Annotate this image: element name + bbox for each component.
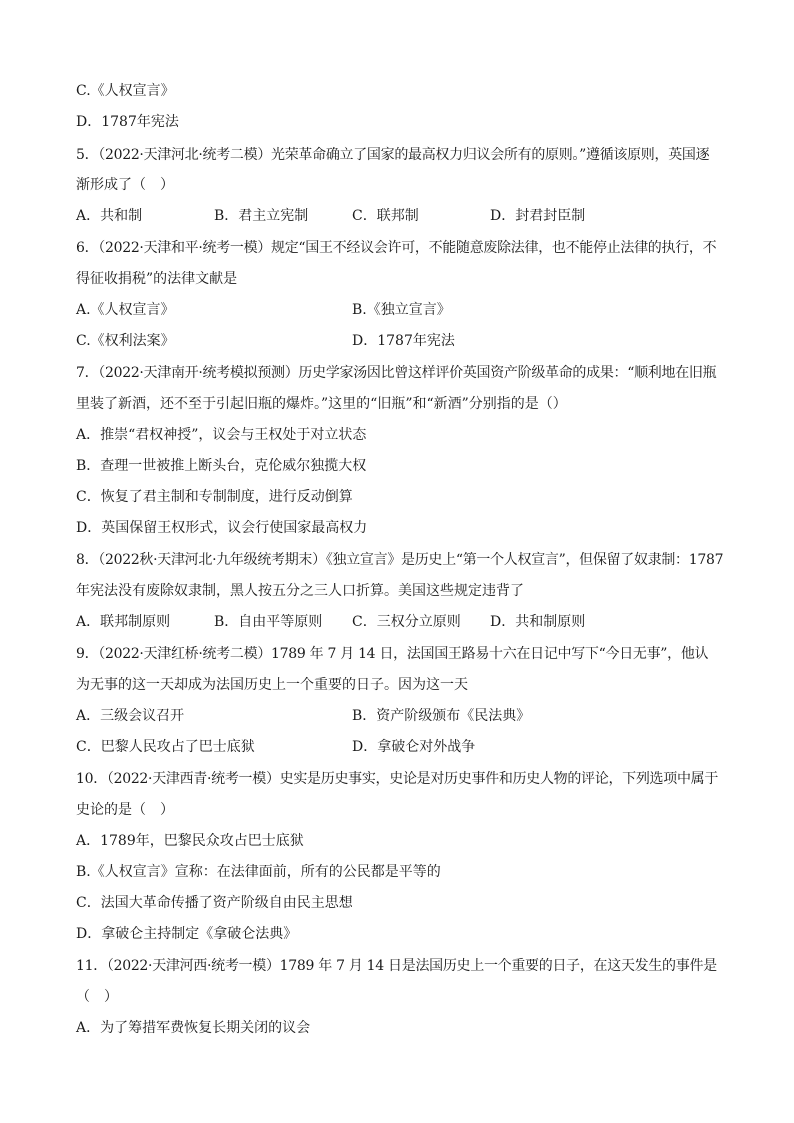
q5-stem-line1: 5．（2022·天津河北·统考二模）光荣革命确立了国家的最高权力归议会所有的原则。”遵循该原则，英国逐 [76,147,710,163]
q6-option-a: A.《人权宣言》 [76,302,175,318]
q10-stem-line1: 10．（2022·天津西青·统考一模）史实是历史事实，史论是对历史事件和历史人物的评论，下列选项中属于 [76,771,719,787]
q10-stem-line2: 史论的是（ ） [76,802,174,818]
q5-stem-line2: 渐形成了（ ） [76,177,174,193]
q11-stem-line1: 11．（2022·天津河西·统考一模）1789 年 7 月 14 日是法国历史上一个重要的日子，在这天发生的事件是 [76,958,717,974]
q6-option-b: B.《独立宣言》 [352,302,451,318]
q9-option-c: C．巴黎人民攻占了巴士底狱 [76,739,255,755]
q6-stem-line1: 6．（2022·天津和平·统考一模）规定“国王不经议会许可，不能随意废除法律，也不能停止法律的执行，不 [76,240,717,256]
q11-option-a: A．为了筹措军费恢复长期关闭的议会 [76,1020,311,1036]
q6-option-d: D．1787年宪法 [352,333,455,349]
q4-option-c: C.《人权宣言》 [76,83,175,99]
q5-option-c: C．联邦制 [352,208,419,224]
q9-option-d: D．拿破仑对外战争 [352,739,476,755]
q7-option-b: B．查理一世被推上断头台，克伦威尔独揽大权 [76,458,367,474]
q7-stem-line1: 7．（2022·天津南开·统考模拟预测）历史学家汤因比曾这样评价英国资产阶级革命的成果：“顺利地在旧瓶 [76,365,717,381]
q5-option-a: A．共和制 [76,208,143,224]
q9-option-b: B．资产阶级颁布《民法典》 [352,708,531,724]
q10-option-b: B.《人权宣言》宣称：在法律面前，所有的公民都是平等的 [76,864,441,880]
q10-option-c: C．法国大革命传播了资产阶级自由民主思想 [76,895,353,911]
q8-option-d: D．共和制原则 [490,614,586,630]
q5-option-b: B．君主立宪制 [214,208,309,224]
q8-stem-line2: 年宪法没有废除奴隶制，黑人按五分之三人口折算。美国这些规定违背了 [76,583,524,599]
q9-option-a: A．三级会议召开 [76,708,185,724]
q5-option-d: D．封君封臣制 [490,208,586,224]
q10-option-a: A．1789年，巴黎民众攻占巴士底狱 [76,833,304,849]
q8-option-c: C．三权分立原则 [352,614,461,630]
q7-option-a: A．推崇“君权神授”，议会与王权处于对立状态 [76,427,367,443]
q6-option-c: C.《权利法案》 [76,333,175,349]
q7-option-d: D．英国保留王权形式，议会行使国家最高权力 [76,520,368,536]
q7-option-c: C．恢复了君主制和专制制度，进行反动倒算 [76,489,353,505]
q9-stem-line1: 9．（2022·天津红桥·统考二模）1789 年 7 月 14 日，法国国王路易十六在日记中写下“今日无事”，他认 [76,646,709,662]
q10-option-d: D．拿破仑主持制定《拿破仑法典》 [76,926,298,942]
q7-stem-line2: 里装了新酒，还不至于引起旧瓶的爆炸。”这里的“旧瓶”和“新酒”分别指的是（） [76,396,567,412]
q8-stem-line1: 8．（2022秋·天津河北·九年级统考期末）《独立宣言》是历史上“第一个人权宣言”，但保留了奴隶制：1787 [76,552,724,568]
q6-stem-line2: 得征收捐税”的法律文献是 [76,271,238,287]
q8-option-b: B．自由平等原则 [214,614,323,630]
q11-stem-line2: （ ） [76,989,118,1005]
q9-stem-line2: 为无事的这一天却成为法国历史上一个重要的日子。因为这一天 [76,677,468,693]
q8-option-a: A．联邦制原则 [76,614,171,630]
q4-option-d: D．1787年宪法 [76,114,179,130]
